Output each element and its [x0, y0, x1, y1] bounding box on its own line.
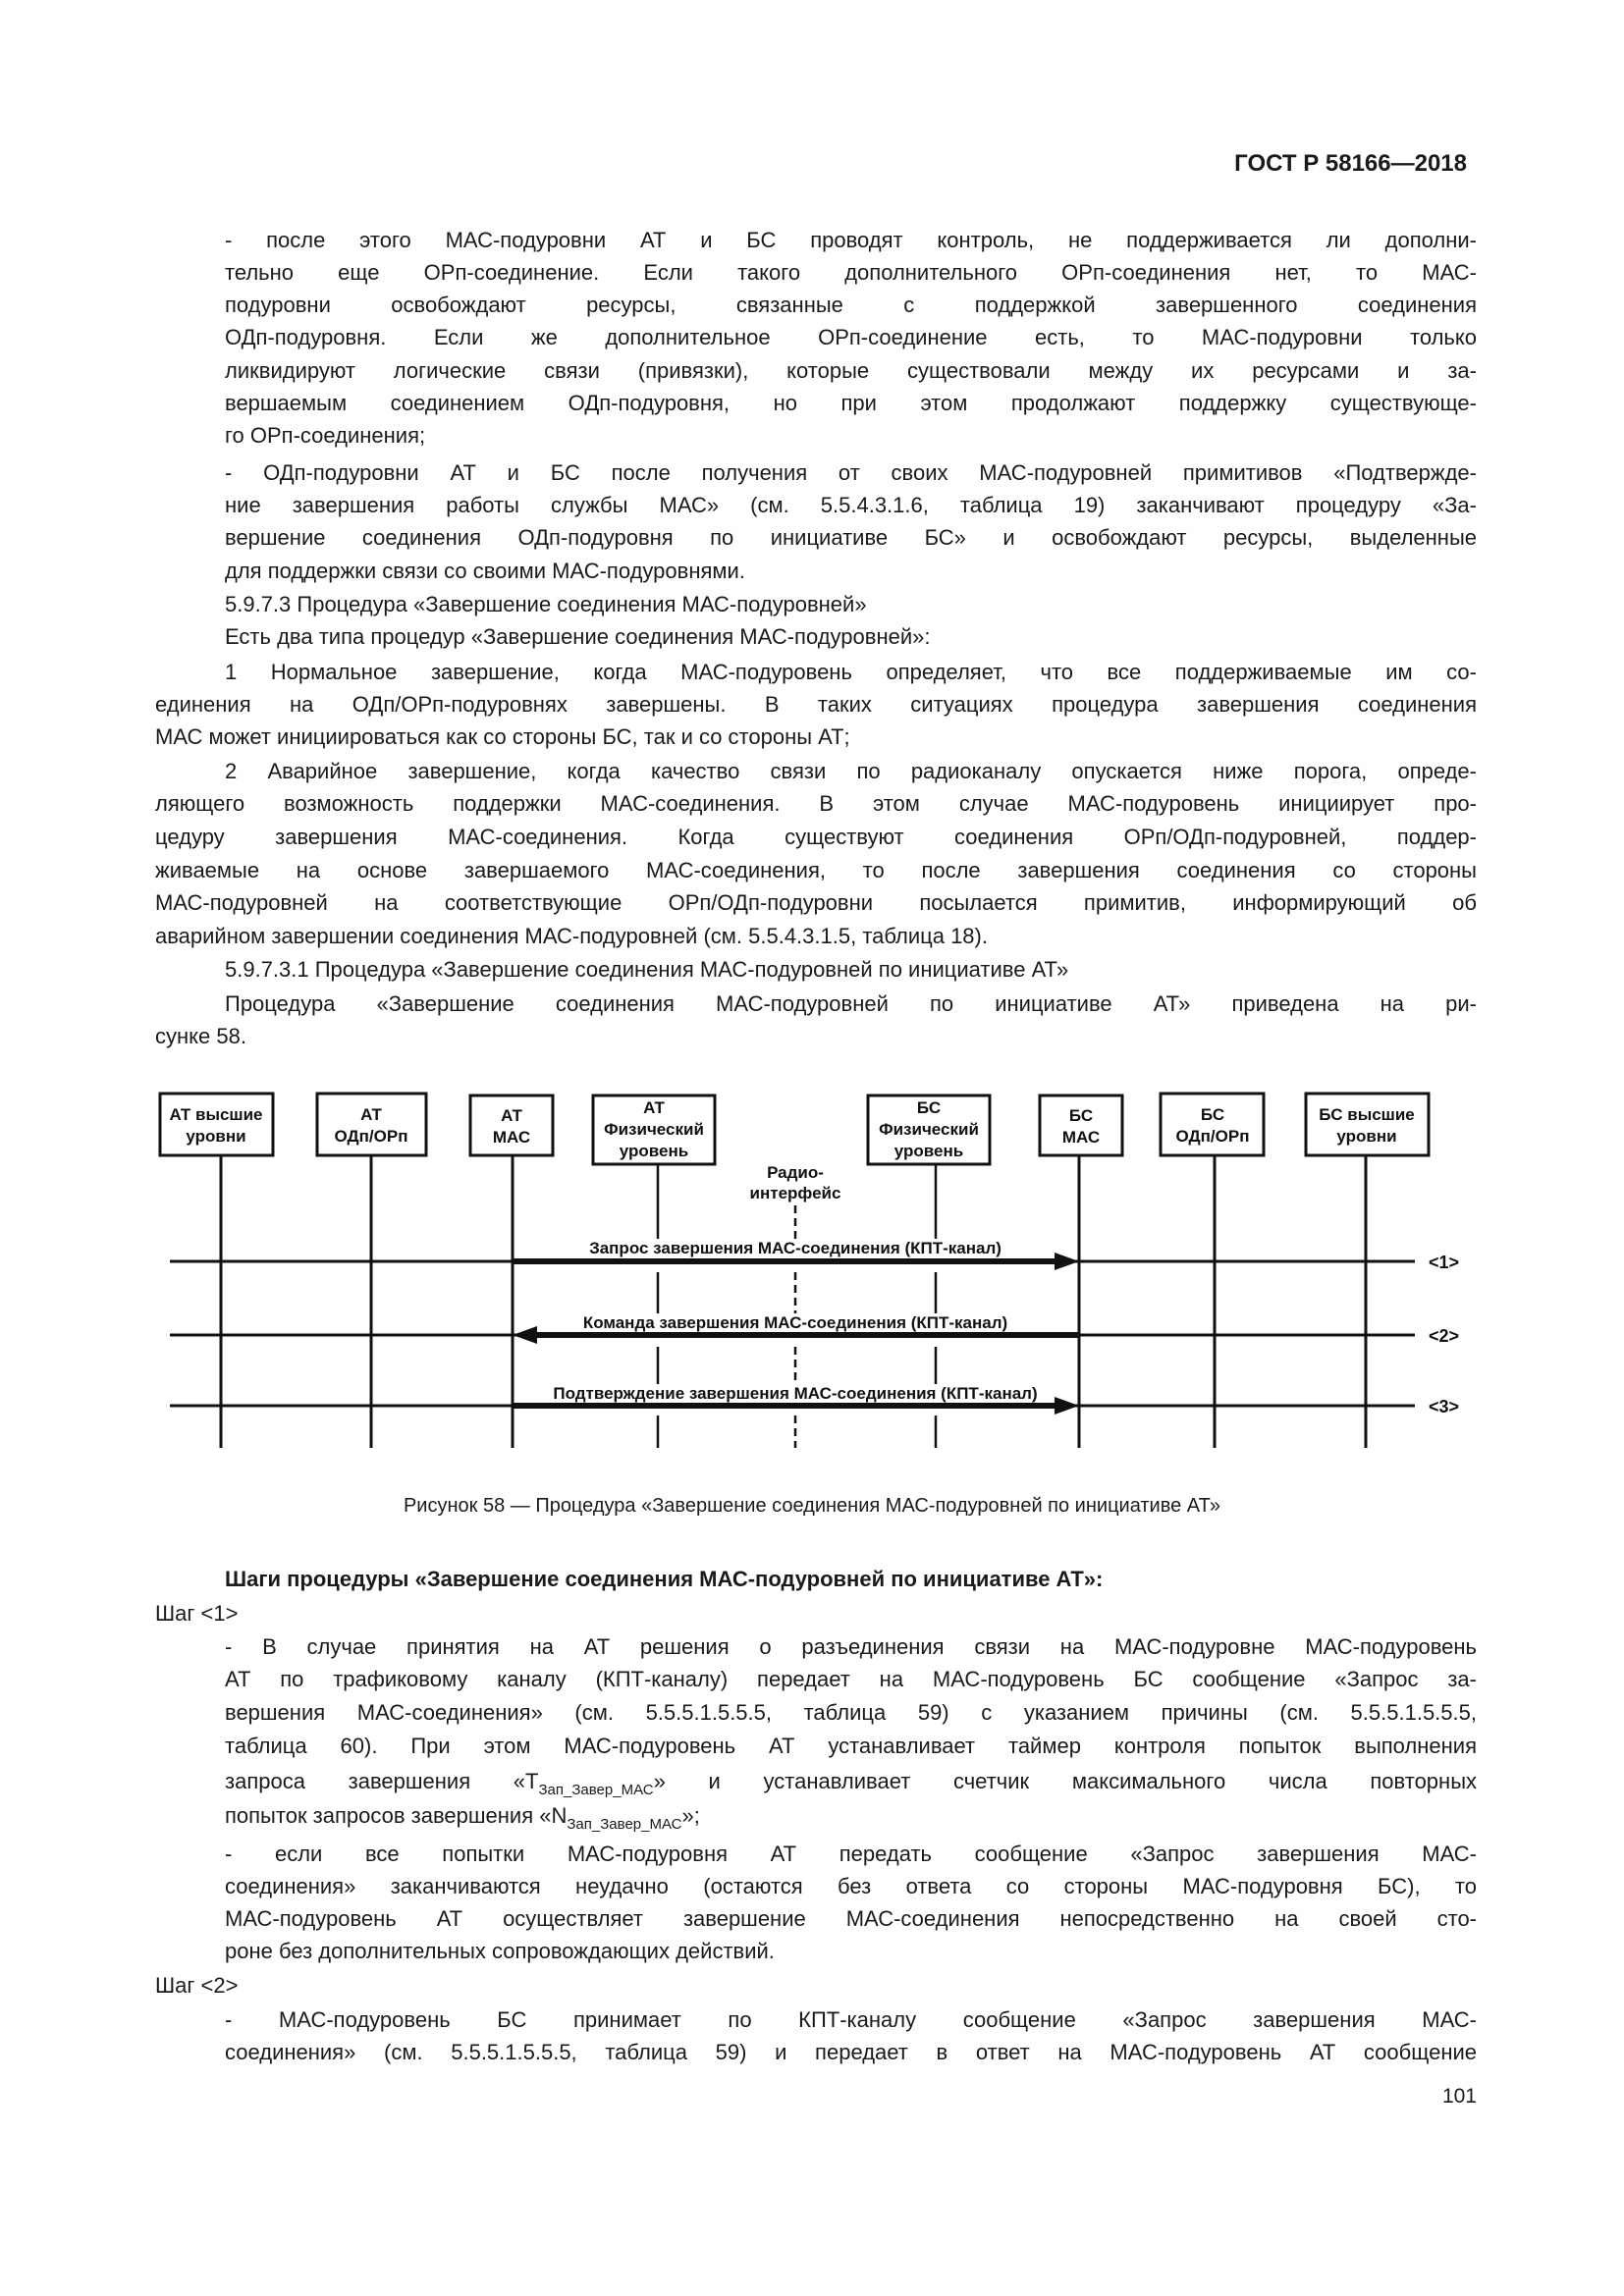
entity-label: уровень — [893, 1142, 964, 1160]
text-line: соединения» (см. 5.5.5.1.5.5.5, таблица 59) и передает в ответ на МАС-подуровень АТ сообщение — [225, 2040, 1477, 2064]
text-line: МАС-подуровней на соответствующие ОРп/ОДп-подуровни посылается примитив, информирующий об — [155, 890, 1477, 915]
entity-box-at-odp — [317, 1094, 426, 1155]
counter-subscript: Зап_Завер_МАС — [567, 1816, 682, 1833]
step-1-label: Шаг <1> — [155, 1601, 239, 1626]
entity-label: АТ — [501, 1106, 522, 1125]
entity-box-bs-higher — [1306, 1094, 1429, 1155]
text-line: тельно еще ОРп-соединение. Если такого дополнительного ОРп-соединения нет, то МАС- — [225, 260, 1477, 285]
message-label-3: Подтверждение завершения МАС-соединения (КПТ-канал) — [553, 1384, 1038, 1403]
text-line: попыток запросов завершения «$N_{Зап\_Завер\_МАС}$»; — [225, 1803, 700, 1833]
text-line: - МАС-подуровень БС принимает по КПТ-каналу сообщение «Запрос завершения МАС- — [225, 2007, 1477, 2032]
types-intro: Есть два типа процедур «Завершение соединения МАС-подуровней»: — [225, 624, 931, 649]
entity-label: МАС — [492, 1128, 531, 1147]
text-line: ликвидируют логические связи (привязки), которые существовали между их ресурсами и за- — [225, 358, 1477, 383]
text-line: роне без дополнительных сопровождающих действий. — [225, 1939, 775, 1963]
steps-heading: Шаги процедуры «Завершение соединения МАС-подуровней по инициативе АТ»: — [225, 1567, 1104, 1591]
entity-label: уровень — [619, 1142, 689, 1160]
timer-subscript: Зап_Завер_МАС — [538, 1782, 654, 1797]
entity-label: АТ — [643, 1098, 665, 1117]
text-line: таблица 60). При этом МАС-подуровень АТ устанавливает таймер контроля попыток выполнения — [225, 1734, 1477, 1758]
text-line: - если все попытки МАС-подуровня АТ передать сообщение «Запрос завершения МАС- — [225, 1842, 1477, 1866]
arrowhead-right-icon — [1055, 1253, 1079, 1270]
step-marker-3: <3> — [1429, 1397, 1460, 1416]
text-line: 1 Нормальное завершение, когда МАС-подуровень определяет, что все поддерживаемые им со- — [225, 660, 1477, 684]
text-line: вершения МАС-соединения» (см. 5.5.5.1.5.5.5, таблица 59) с указанием причины (см. 5.5.5.1.5.5.5, — [225, 1700, 1477, 1725]
text-line: вершаемым соединением ОДп-подуровня, но при этом продолжают поддержку существующе- — [225, 391, 1477, 415]
text-line: сунке 58. — [155, 1024, 246, 1048]
entity-label: АТ высшие — [169, 1105, 263, 1124]
entity-label: МАС — [1061, 1128, 1101, 1147]
text-line: - В случае принятия на АТ решения о разъединения связи на МАС-подуровне МАС-подуровень — [225, 1634, 1477, 1659]
text-line: АТ по трафиковому каналу (КПТ-каналу) передает на МАС-подуровень БС сообщение «Запрос за- — [225, 1667, 1477, 1691]
text-line: Процедура «Завершение соединения МАС-подуровней по инициативе АТ» приведена на ри- — [225, 991, 1477, 1016]
figure-caption: Рисунок 58 — Процедура «Завершение соединения МАС-подуровней по инициативе АТ» — [403, 1495, 1221, 1517]
text-line: ние завершения работы службы МАС» (см. 5.5.4.3.1.6, таблица 19) заканчивают процедуру «За- — [225, 493, 1477, 517]
step-marker-1: <1> — [1429, 1253, 1460, 1272]
page-number: 101 — [1441, 2085, 1477, 2108]
text-line: соединения» заканчиваются неудачно (остаются без ответа со стороны МАС-подуровня БС), то — [225, 1874, 1477, 1898]
section-heading-5-9-7-3: 5.9.7.3 Процедура «Завершение соединения МАС-подуровней» — [225, 592, 867, 616]
text-line: ОДп-подуровня. Если же дополнительное ОРп-соединение есть, то МАС-подуровни только — [225, 325, 1477, 349]
step-2-label: Шаг <2> — [155, 1973, 239, 1998]
text-line: вершение соединения ОДп-подуровня по инициативе БС» и освобождают ресурсы, выделенные — [225, 525, 1477, 550]
arrowhead-right-icon — [1055, 1397, 1079, 1415]
entity-label: АТ — [360, 1105, 382, 1124]
radio-interface-label: Радио- — [767, 1163, 824, 1182]
radio-interface-label: интерфейс — [749, 1184, 841, 1202]
entity-box-bs-odp — [1161, 1094, 1264, 1155]
step-marker-2: <2> — [1429, 1326, 1460, 1346]
text-line: единения на ОДп/ОРп-подуровнях завершены. В таких ситуациях процедура завершения соединения — [155, 692, 1477, 717]
text-line: цедуру завершения МАС-соединения. Когда существуют соединения ОРп/ОДп-подуровней, поддер- — [155, 825, 1477, 849]
entity-box-at-higher — [160, 1094, 273, 1155]
entity-label: ОДп/ОРп — [334, 1127, 408, 1146]
text-line: - ОДп-подуровни АТ и БС после получения от своих МАС-подуровней примитивов «Подтвержде- — [225, 460, 1477, 485]
entity-label: уровни — [1336, 1127, 1397, 1146]
entity-label: БС — [916, 1098, 942, 1117]
text-line: - после этого МАС-подуровни АТ и БС проводят контроль, не поддерживается ли дополни- — [225, 228, 1477, 252]
text-line: живаемые на основе завершаемого МАС-соединения, то после завершения соединения со стороны — [155, 858, 1477, 882]
entity-label: Физический — [879, 1120, 979, 1139]
text-line: МАС-подуровень АТ осуществляет завершение МАС-соединения непосредственно на своей сто- — [225, 1906, 1477, 1931]
document-header: ГОСТ Р 58166—2018 — [1234, 150, 1467, 177]
text-line: запроса завершения «$Т_{Зап\_Завер\_МАС}$» и устанавливает счетчик максимального числа повторных — [225, 1769, 1477, 1797]
entity-label: БС — [1200, 1105, 1225, 1124]
entity-label: БС — [1068, 1106, 1094, 1125]
text-line: МАС может инициироваться как со стороны БС, так и со стороны АТ; — [155, 724, 850, 749]
entity-label: ОДп/ОРп — [1175, 1127, 1250, 1146]
text-line: ляющего возможность поддержки МАС-соединения. В этом случае МАС-подуровень инициирует про- — [155, 791, 1477, 816]
section-heading-5-9-7-3-1: 5.9.7.3.1 Процедура «Завершение соединения МАС-подуровней по инициативе АТ» — [225, 957, 1069, 982]
text-line: аварийном завершении соединения МАС-подуровней (см. 5.5.4.3.1.5, таблица 18). — [155, 924, 988, 948]
text-line: для поддержки связи со своими МАС-подуровнями. — [225, 559, 745, 583]
arrowhead-left-icon — [513, 1326, 537, 1344]
message-label-2: Команда завершения МАС-соединения (КПТ-канал) — [582, 1313, 1008, 1332]
entity-label: БС высшие — [1319, 1105, 1415, 1124]
text-line: 2 Аварийное завершение, когда качество связи по радиоканалу опускается ниже порога, опреде- — [225, 759, 1477, 783]
text-line: го ОРп-соединения; — [225, 423, 426, 448]
text-line: подуровни освобождают ресурсы, связанные с поддержкой завершенного соединения — [225, 293, 1477, 317]
entity-label: уровни — [186, 1127, 246, 1146]
message-label-1: Запрос завершения МАС-соединения (КПТ-канал) — [589, 1239, 1001, 1257]
entity-label: Физический — [604, 1120, 704, 1139]
